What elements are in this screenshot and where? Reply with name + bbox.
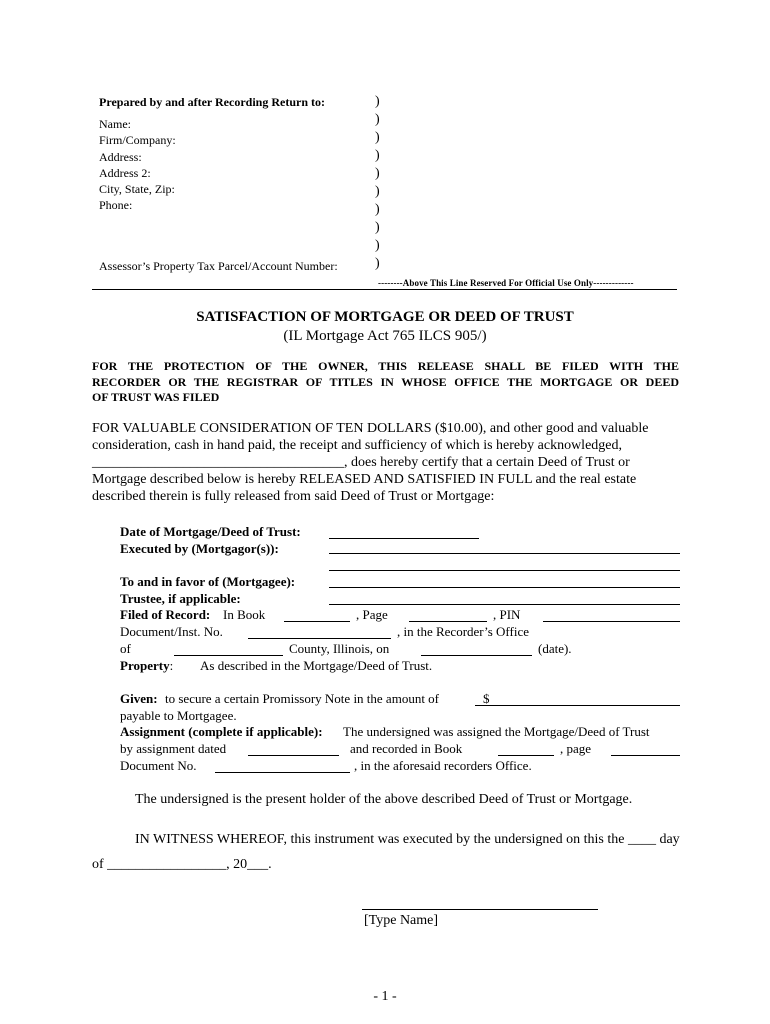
phone-field-label: Phone: [99, 198, 133, 212]
bracket-paren: ) [375, 238, 380, 253]
bracket-paren: ) [375, 256, 380, 271]
assignment-label: Assignment (complete if applicable): [120, 724, 323, 739]
bracket-paren: ) [375, 202, 380, 217]
mortgagor-label: Executed by (Mortgagor(s)): [120, 541, 279, 556]
assignment-date-field[interactable] [248, 755, 339, 756]
city-state-zip-field-label: City, State, Zip: [99, 182, 175, 196]
bracket-paren: ) [375, 112, 380, 127]
consideration-line: described therein is fully released from said Deed of Trust or Mortgage: [92, 489, 495, 504]
consideration-line: FOR VALUABLE CONSIDERATION OF TEN DOLLARS ($10.00), and other good and valuable [92, 421, 649, 436]
assignment-doc-label: Document No. [120, 758, 197, 773]
mortgage-date-field[interactable] [329, 538, 479, 539]
signature-line[interactable] [362, 909, 598, 910]
assignment-dated-label: by assignment dated [120, 741, 227, 756]
notice-line: FOR THE PROTECTION OF THE OWNER, THIS RELEASE SHALL BE FILED WITH THE [92, 359, 679, 373]
mortgage-date-label: Date of Mortgage/Deed of Trust: [120, 524, 301, 539]
date-suffix: (date). [538, 641, 572, 656]
recorder-office-text: , in the Recorder’s Office [397, 624, 529, 639]
mortgagee-field[interactable] [329, 587, 680, 588]
dollar-sign: $ [483, 691, 490, 706]
property-colon: : [169, 658, 174, 673]
assignment-text: The undersigned was assigned the Mortgage/Deed of Trust [343, 724, 650, 739]
in-book-label: In Book [223, 607, 266, 622]
document-subtitle: (IL Mortgage Act 765 ILCS 905/) [283, 328, 487, 344]
payable-text: payable to Mortgagee. [120, 708, 237, 723]
property-label: Property [120, 658, 170, 673]
notice-line: OF TRUST WAS FILED [92, 390, 220, 404]
document-inst-field[interactable] [248, 638, 391, 639]
assignment-book-field[interactable] [498, 755, 554, 756]
reserved-line-text: --------Above This Line Reserved For Official Use Only------------- [378, 278, 634, 288]
bracket-paren: ) [375, 184, 380, 199]
bracket-paren: ) [375, 148, 380, 163]
aforesaid-text: , in the aforesaid recorders Office. [354, 758, 532, 773]
bracket-paren: ) [375, 94, 380, 109]
address2-field-label: Address 2: [99, 166, 151, 180]
consideration-line: consideration, cash in hand paid, the receipt and sufficiency of which is hereby acknowledged, [92, 438, 623, 453]
page-number: - 1 - [373, 989, 397, 1004]
page-label: , Page [356, 607, 388, 622]
record-date-field[interactable] [421, 655, 532, 656]
county-field[interactable] [174, 655, 283, 656]
filed-of-record-label: Filed of Record: [120, 607, 211, 622]
releasor-name-line: ____________________________________, does hereby certify that a certain Deed of Trust or [92, 455, 630, 470]
firm-field-label: Firm/Company: [99, 133, 176, 147]
holder-statement: The undersigned is the present holder of the above described Deed of Trust or Mortgage. [135, 792, 633, 807]
given-text: to secure a certain Promissory Note in the amount of [165, 691, 440, 706]
bracket-paren: ) [375, 166, 380, 181]
notice-line: RECORDER OR THE REGISTRAR OF TITLES IN WHOSE OFFICE THE MORTGAGE OR DEED [92, 375, 679, 389]
witness-statement: IN WITNESS WHEREOF, this instrument was executed by the undersigned on this the ____ day [135, 832, 680, 847]
mortgagor-field-2[interactable] [329, 570, 680, 571]
bracket-paren: ) [375, 130, 380, 145]
type-name-label: [Type Name] [364, 913, 439, 928]
recorded-book-label: and recorded in Book [350, 741, 463, 756]
prepared-by-heading: Prepared by and after Recording Return to: [99, 95, 325, 109]
assignment-page-label: , page [560, 741, 592, 756]
assessor-parcel-label: Assessor’s Property Tax Parcel/Account Number: [99, 259, 338, 273]
reserved-divider [92, 289, 677, 290]
mortgagee-label: To and in favor of (Mortgagee): [120, 574, 296, 589]
given-label: Given: [120, 691, 158, 706]
county-illinois-label: County, Illinois, on [289, 641, 390, 656]
book-field[interactable] [284, 621, 350, 622]
property-row [120, 658, 173, 674]
bracket-paren: ) [375, 220, 380, 235]
property-value: As described in the Mortgage/Deed of Trust. [200, 658, 433, 673]
assignment-page-field[interactable] [611, 755, 680, 756]
name-field-label: Name: [99, 117, 131, 131]
mortgagor-field[interactable] [329, 553, 680, 554]
assignment-doc-field[interactable] [215, 772, 350, 773]
pin-label: , PIN [493, 607, 521, 622]
document-inst-label: Document/Inst. No. [120, 624, 223, 639]
consideration-line: Mortgage described below is hereby RELEASED AND SATISFIED IN FULL and the real estate [92, 472, 637, 487]
trustee-label: Trustee, if applicable: [120, 591, 241, 606]
trustee-field[interactable] [329, 604, 680, 605]
page-field[interactable] [409, 621, 487, 622]
document-title: SATISFACTION OF MORTGAGE OR DEED OF TRUST [196, 309, 574, 325]
of-label: of [120, 641, 131, 656]
address-field-label: Address: [99, 150, 142, 164]
pin-field[interactable] [543, 621, 680, 622]
note-amount-field[interactable] [475, 705, 680, 706]
witness-date-line: of _________________, 20___. [92, 857, 272, 872]
